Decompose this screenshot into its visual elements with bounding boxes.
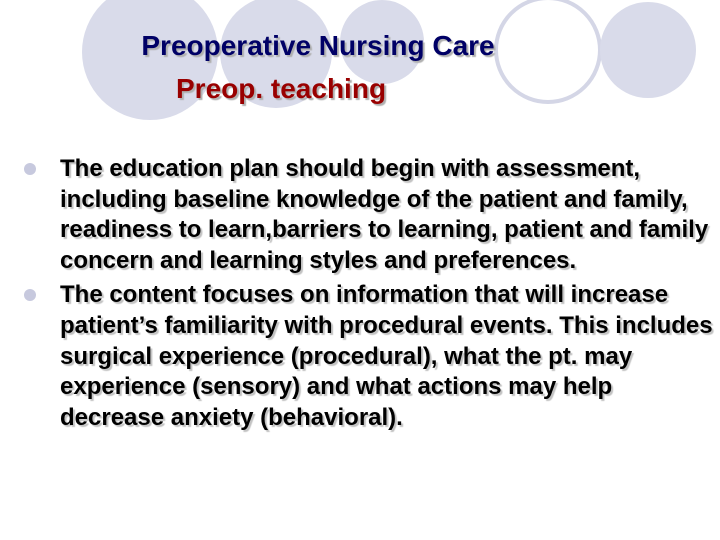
bullet-text: The education plan should begin with assessment, including baseline knowledge of the patient and family, readiness to learn,barriers to learning, patient and family concern and learning styles and preferences.: [60, 155, 709, 274]
slide-title: Preoperative Nursing Care: [141, 30, 495, 61]
bullet-list: [24, 154, 720, 437]
bullet-item: [24, 280, 720, 433]
bullet-text: The content focuses on information that will increase patient’s familiarity with procedural events. This includes surgical experience (procedural), what the pt. may experience (sensory) and what actions may help decrease anxiety (behavioral).: [60, 281, 713, 431]
bullet-item: [24, 154, 720, 276]
decorative-circles: [0, 0, 720, 140]
slide-subtitle: Preop. teaching: [176, 73, 387, 104]
bullet-dot-icon: [24, 289, 36, 301]
bullet-dot-icon: [24, 163, 36, 175]
